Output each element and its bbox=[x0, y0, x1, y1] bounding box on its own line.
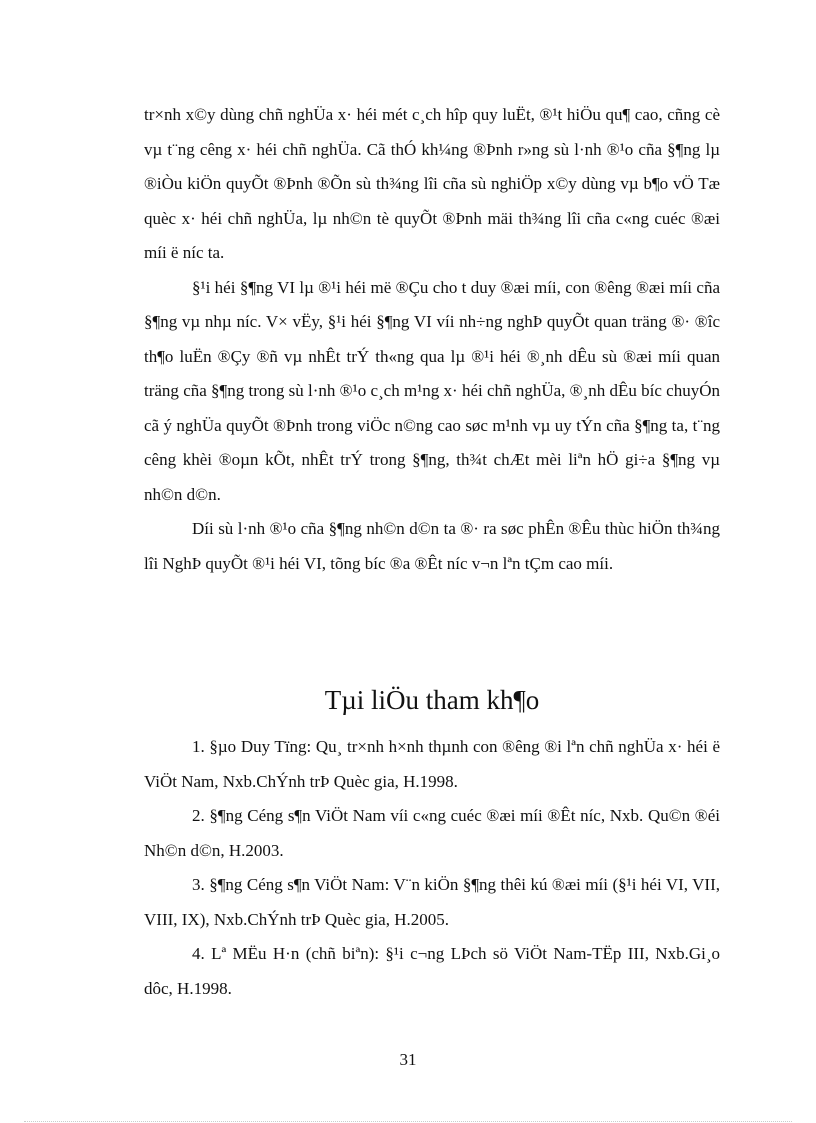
references-list bbox=[144, 730, 720, 1006]
reference-item: 1. §µo Duy Tïng: Qu¸ tr×nh h×nh thµnh con ®êng ®i lªn chñ nghÜa x· héi ë ViÖt Nam, Nxb.ChÝnh trÞ Quèc gia, H.1998. bbox=[144, 737, 720, 791]
references-heading: Tµi liÖu tham kh¶o bbox=[324, 685, 540, 715]
paragraph-dai-hoi-vi: §¹i héi §¶ng VI lµ ®¹i héi më ®Çu cho t duy ®æi míi, con ®êng ®æi míi cña §¶ng vµ nhµ níc. V× vËy, §¹i héi §¶ng VI víi nh÷ng nghÞ quyÕt quan träng ®· ®îc th¶o luËn ®Çy ®ñ vµ nhÊt trÝ th«ng qua lµ ®¹i héi ®¸nh dÊu sù ®æi míi quan träng cña §¶ng trong sù l·nh ®¹o c¸ch m¹ng x· héi chñ nghÜa, ®¸nh dÊu bíc chuyÓn cã ý nghÜa quyÕt ®Þnh trong viÖc n©ng cao søc m¹nh vµ uy tÝn cña §¶ng ta, t¨ng cêng khèi ®oµn kÕt, nhÊt trÝ trong §¶ng, th¾t chÆt mèi liªn hÖ gi÷a §¶ng vµ nh©n d©n. bbox=[144, 277, 720, 504]
reference-item: 3. §¶ng Céng s¶n ViÖt Nam: V¨n kiÖn §¶ng thêi kú ®æi míi (§¹i héi VI, VII, VIII, IX), Nxb.ChÝnh trÞ Quèc gia, H.2005. bbox=[144, 875, 720, 929]
paragraph-conclusion: Díi sù l·nh ®¹o cña §¶ng nh©n d©n ta ®· ra søc phÊn ®Êu thùc hiÖn th¾ng lîi NghÞ quyÕt ®¹i héi VI, tõng bíc ®a ®Êt níc v¬n lªn tÇm cao míi. bbox=[144, 519, 720, 573]
reference-item: 2. §¶ng Céng s¶n ViÖt Nam víi c«ng cuéc ®æi míi ®Êt níc, Nxb. Qu©n ®éi Nh©n d©n, H.2003. bbox=[144, 806, 720, 860]
reference-item: 4. Lª MËu H·n (chñ biªn): §¹i c¬ng LÞch sö ViÖt Nam-TËp III, Nxb.Gi¸o dôc, H.1998. bbox=[144, 944, 720, 998]
paragraph-continuation: tr×nh x©y dùng chñ nghÜa x· héi mét c¸ch hîp quy luËt, ®¹t hiÖu qu¶ cao, cñng cè vµ t¨ng cêng x· héi chñ nghÜa. Cã thÓ kh¼ng ®Þnh r»ng sù l·nh ®¹o cña §¶ng lµ ®iÒu kiÖn quyÕt ®Þnh ®Õn sù th¾ng lîi cña sù nghiÖp x©y dùng vµ b¶o vÖ Tæ quèc x· héi chñ nghÜa, lµ nh©n tè quyÕt ®Þnh mäi th¾ng lîi cña c«ng cuéc ®æi míi ë níc ta. bbox=[144, 105, 720, 262]
page-bottom-divider bbox=[24, 1121, 792, 1122]
body-text bbox=[144, 98, 720, 581]
page-number: 31 bbox=[399, 1050, 417, 1069]
